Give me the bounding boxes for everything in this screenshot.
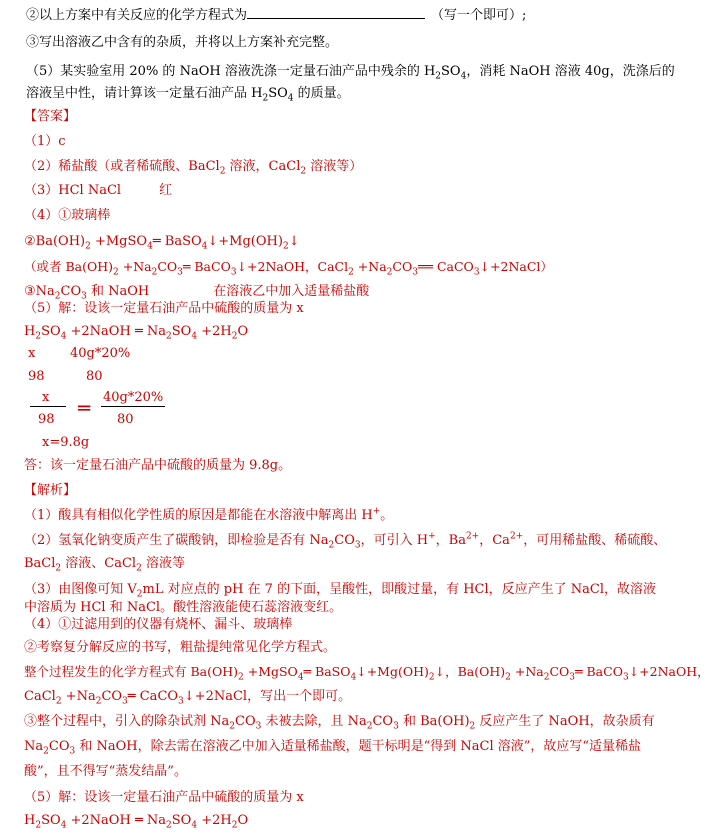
p8a: ③整个过程中，引入的除杂试剂 Na: [24, 714, 230, 729]
p2j: 溶液等: [141, 556, 185, 571]
sub: 3: [69, 746, 76, 757]
p2a: （2）氢氧化钠变质产生了碳酸钠，即检验是否有 Na: [24, 533, 329, 548]
answer-1: （1）c: [24, 134, 66, 149]
ce-a: H: [24, 324, 36, 339]
analysis-6: [24, 664, 710, 683]
answer-blank: [247, 6, 425, 19]
p8c: 未被去除，且 Na: [261, 714, 367, 729]
a2a: （2）稀盐酸（或者稀硫酸、BaCl: [24, 159, 220, 174]
q-line4-a: 溶液呈中性，请计算该一定量石油产品 H: [26, 86, 263, 101]
p6h: ═ BaCO: [575, 664, 623, 679]
p9co: CO: [48, 739, 70, 754]
p2h: BaCl: [24, 556, 56, 571]
sub: 2: [85, 241, 91, 252]
analysis-5: ②考察复分解反应的书写，粗盐提纯常见化学方程式。: [24, 640, 337, 655]
p6i: ↓+2NaOH，: [628, 664, 710, 679]
p2g: ，可用稀盐酸、稀硫酸、: [523, 533, 667, 548]
sub: 2: [35, 331, 42, 342]
analysis-9: [24, 739, 641, 755]
sub: 2: [54, 291, 61, 302]
analysis-2-cont: [24, 556, 185, 572]
p2f: ，Ca: [479, 533, 510, 548]
analysis-3: [24, 582, 656, 598]
calc-x: x: [28, 346, 36, 361]
p6f: +Na: [510, 664, 544, 679]
answer-eq2: [24, 259, 553, 278]
sub: 4: [297, 672, 304, 683]
a2b: 溶液，CaCl: [225, 159, 301, 174]
eq1c: ═ BaSO: [152, 234, 202, 249]
question-line-2: ③写出溶液乙中含有的杂质，并将以上方案补充完整。: [26, 35, 339, 50]
question-line-3: [26, 64, 675, 80]
p8b: CO: [235, 714, 256, 729]
sub: 2: [348, 267, 354, 278]
a5c: 和 NaOH: [86, 284, 150, 299]
sub: 2: [282, 241, 289, 252]
eq2c: CO: [157, 259, 178, 274]
ce-e: +2H: [197, 324, 232, 339]
q-line1-tail: （写一个即可）;: [431, 8, 527, 23]
answer-calc-equation: [24, 324, 248, 340]
analysis-2: [24, 533, 666, 549]
sub: 2: [166, 820, 172, 831]
sub: 4: [191, 331, 198, 342]
p1c: 。: [380, 508, 394, 523]
sub: 2: [229, 721, 235, 732]
a5d: 在溶液乙中加入适量稀盐酸: [213, 284, 370, 299]
sub: 4: [147, 241, 153, 252]
q-line4-c: 的质量。: [293, 86, 350, 101]
q-line3-b: SO: [441, 64, 461, 79]
sub: 2: [166, 331, 172, 342]
eq1b: +MgSO: [90, 234, 148, 249]
sub: 2: [328, 540, 335, 551]
sub: 3: [473, 267, 480, 278]
eq2h: ══ CaCO: [417, 259, 474, 274]
p7d: ═ CaCO: [127, 689, 179, 704]
sub: 2: [113, 267, 119, 278]
sub: 2: [231, 820, 238, 831]
p6b: +MgSO: [243, 664, 298, 679]
eq1d: ↓+Mg(OH): [207, 234, 283, 249]
p7c: CO: [101, 689, 123, 704]
sub: 3: [177, 267, 183, 278]
analysis-7: [24, 689, 351, 705]
answer-conclusion: 答：该一定量石油产品中硫酸的质量为 9.8g。: [24, 458, 292, 473]
sub: 3: [255, 721, 262, 732]
analysis-3-cont: 中溶质为 HCl 和 NaCl。酸性溶液能使石蕊溶液变红。: [24, 600, 343, 615]
analysis-8: [24, 714, 655, 730]
sub: 2: [366, 721, 373, 732]
sub: 3: [178, 696, 184, 707]
p6g: CO: [549, 664, 570, 679]
p12d: SO: [171, 813, 192, 828]
sub: 4: [460, 71, 467, 82]
p12c: +2NaOH ═ Na: [66, 813, 167, 828]
p2c: ，可引入 H: [360, 533, 429, 548]
sub: 2: [262, 93, 269, 104]
p7e: ↓+2NaCl，写出一个即可。: [183, 689, 352, 704]
q-line1-text: ②以上方案中有关反应的化学方程式为: [26, 8, 248, 23]
p2b: CO: [334, 533, 355, 548]
a5b: CO: [60, 284, 82, 299]
p12b: SO: [41, 813, 61, 828]
eq2e: ↓+2NaOH，CaCl: [236, 259, 349, 274]
p6e: ↓，Ba(OH): [434, 664, 506, 679]
sub: 3: [412, 267, 418, 278]
sup: 2+: [509, 531, 524, 542]
sub: 2: [95, 696, 102, 707]
frac-x: x: [42, 390, 50, 405]
eq2b: +Na: [118, 259, 152, 274]
p12e: +2H: [197, 813, 232, 828]
p6a: 整个过程发生的化学方程式有 Ba(OH): [24, 664, 239, 679]
sub: 2: [136, 589, 143, 600]
sub: 3: [393, 721, 399, 732]
frac-mass: 40g*20%: [103, 390, 164, 405]
p7b: +Na: [61, 689, 96, 704]
sub: 2: [231, 331, 238, 342]
calc-mass: 40g*20%: [70, 346, 131, 361]
analysis-11: （5）解：设该一定量石油产品中硫酸的质量为 x: [24, 790, 304, 805]
analysis-12: [24, 813, 248, 829]
p9b: 和 NaOH，除去需在溶液乙中加入适量稀盐酸，题干标明是“得到 NaCl 溶液”，故应写“适量稀盐: [75, 739, 642, 754]
sub: 2: [300, 166, 307, 177]
q-line3-c: ，消耗 NaOH 溶液 40g，洗涤后的: [466, 64, 675, 79]
p6c: ═ BaSO: [303, 664, 351, 679]
p12f: O: [237, 813, 249, 828]
sub: 3: [622, 672, 629, 683]
q-line3-a: （5）某实验室用 20% 的 NaOH 溶液洗涤一定量石油产品中残余的 H: [26, 64, 436, 79]
sup: +: [428, 531, 436, 542]
p8d: 和 Ba(OH): [398, 714, 470, 729]
sup: 2+: [465, 531, 480, 542]
eq2f: +Na: [353, 259, 387, 274]
p1a: （1）酸具有相似化学性质的原因是都能在水溶液中解离出 H: [24, 508, 373, 523]
p2d: ，Ba: [435, 533, 466, 548]
p3a: （3）由图像可知 V: [24, 582, 137, 597]
eq1e: ↓: [288, 234, 300, 249]
analysis-1: [24, 508, 393, 524]
p2i: 溶液、CaCl: [61, 556, 137, 571]
sub: 4: [287, 93, 294, 104]
answer-4: （4）①玻璃棒: [24, 208, 111, 223]
answer-eq1: [24, 234, 300, 250]
analysis-10: 酸”，且不得写“蒸发结晶”。: [24, 764, 187, 779]
p3b: mL 对应点的 pH 在 7 的下面，呈酸性，即酸过量，有 HCl，反应产生了 NaCl，故溶液: [142, 582, 657, 597]
ce-c: +2NaOH ═ Na: [66, 324, 167, 339]
ce-d: SO: [171, 324, 192, 339]
sub: 2: [136, 563, 142, 574]
eq2g: CO: [392, 259, 413, 274]
eq2i: ↓+2NaCl）: [479, 259, 553, 274]
p6d: ↓+Mg(OH): [356, 664, 429, 679]
frac-80: 80: [117, 412, 134, 427]
calc-result: x=9.8g: [42, 435, 90, 450]
question-line-4: [26, 86, 350, 102]
ce-f: O: [237, 324, 249, 339]
calc-98: 98: [28, 369, 45, 384]
q-line4-b: SO: [268, 86, 288, 101]
eq2a: （或者 Ba(OH): [24, 259, 114, 274]
sub: 4: [201, 241, 208, 252]
sup: +: [372, 506, 381, 517]
sub: 2: [55, 563, 62, 574]
a3b: 红: [159, 183, 173, 198]
sub: 4: [60, 331, 67, 342]
sub: 4: [60, 820, 67, 831]
frac-98: 98: [38, 412, 55, 427]
sub: 4: [350, 672, 357, 683]
answer-2: [24, 159, 362, 175]
sub: 2: [43, 746, 49, 757]
fraction-bar-right: [101, 406, 165, 407]
question-line-1: [26, 6, 526, 24]
p8e: 反应产生了 NaOH，故杂质有: [475, 714, 655, 729]
ce-b: SO: [41, 324, 61, 339]
frac-equals: ═: [78, 396, 91, 420]
sub: 3: [122, 696, 128, 707]
sub: 2: [238, 672, 244, 683]
answer-solution: （5）解：设该一定量石油产品中硫酸的质量为 x: [24, 301, 304, 316]
sub: 2: [469, 721, 476, 732]
answer-3: [24, 183, 172, 199]
sub: 2: [55, 696, 62, 707]
sub: 2: [35, 820, 42, 831]
calc-80: 80: [86, 369, 103, 384]
a3: （3）HCl NaCl: [24, 183, 122, 198]
sub: 2: [435, 71, 442, 82]
a5a: ③Na: [24, 284, 55, 299]
a2c: 溶液等）: [306, 159, 363, 174]
sub: 2: [543, 672, 550, 683]
sub: 2: [151, 267, 158, 278]
p8b2: CO: [372, 714, 394, 729]
sub: 3: [354, 540, 361, 551]
sub: 2: [386, 267, 393, 278]
p12a: H: [24, 813, 36, 828]
answer-title: 【答案】: [24, 109, 77, 124]
sub: 3: [230, 267, 237, 278]
eq1a: ②Ba(OH): [24, 234, 86, 249]
sub: 2: [505, 672, 511, 683]
fraction-bar-left: [30, 406, 66, 407]
sub: 3: [81, 291, 87, 302]
sub: 4: [191, 820, 198, 831]
sub: 3: [569, 672, 575, 683]
sub: 2: [219, 166, 226, 177]
eq2d: ═ BaCO: [182, 259, 231, 274]
p7a: CaCl: [24, 689, 56, 704]
sub: 2: [428, 672, 435, 683]
analysis-4: （4）①过滤用到的仪器有烧杯、漏斗、玻璃棒: [24, 617, 293, 632]
p9a: Na: [24, 739, 44, 754]
analysis-title: 【解析】: [24, 483, 77, 498]
answer-5: [24, 284, 369, 300]
